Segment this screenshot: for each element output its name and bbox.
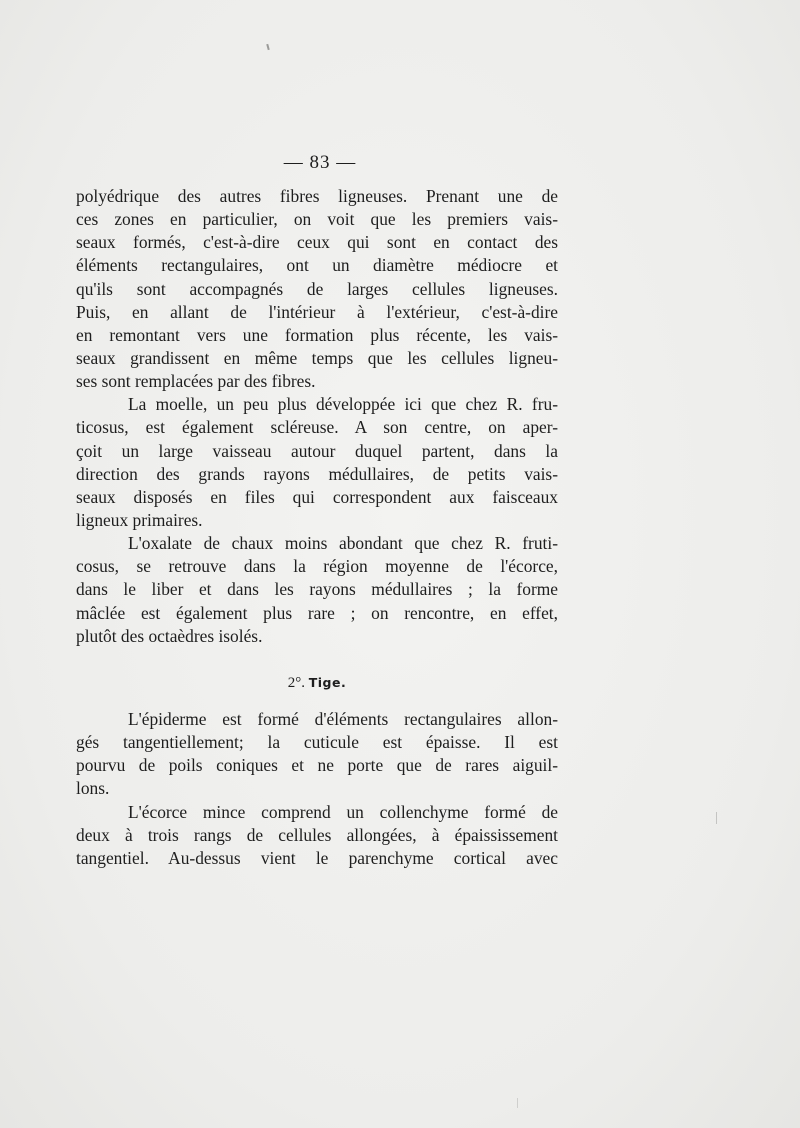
paragraph xyxy=(76,393,558,532)
text-line: direction des grands rayons médullaires, de petits vais- xyxy=(76,463,558,484)
text-line: L'oxalate de chaux moins abondant que chez R. fruti- xyxy=(128,533,558,554)
paragraph xyxy=(76,532,558,648)
paragraph xyxy=(76,708,558,801)
text-line: seaux grandissent en même temps que les cellules ligneu- xyxy=(76,347,558,368)
text-line: dans le liber et dans les rayons médullaires ; la forme xyxy=(76,579,558,600)
text-line: seaux formés, c'est-à-dire ceux qui sont en contact des xyxy=(76,232,558,253)
text-line: ticosus, est également scléreuse. A son centre, on aper- xyxy=(76,417,558,438)
text-line: ces zones en particulier, on voit que les premiers vais- xyxy=(76,209,558,230)
text-line: cosus, se retrouve dans la région moyenne de l'écorce, xyxy=(76,556,558,577)
text-line: tangentiel. Au-dessus vient le parenchyme cortical avec xyxy=(76,847,558,868)
text-line: plutôt des octaèdres isolés. xyxy=(76,625,263,646)
text-line: deux à trois rangs de cellules allongées, à épaississement xyxy=(76,824,558,845)
paragraph xyxy=(76,185,558,393)
page-body xyxy=(76,185,558,870)
text-line: mâclée est également plus rare ; on rencontre, en effet, xyxy=(76,602,558,623)
text-line: L'épiderme est formé d'éléments rectangulaires allon- xyxy=(128,708,558,729)
print-mark xyxy=(266,44,269,50)
text-line: ses sont remplacées par des fibres. xyxy=(76,371,316,392)
section-title: Tige. xyxy=(308,674,347,690)
text-line: éléments rectangulaires, ont un diamètre médiocre et xyxy=(76,255,558,276)
print-mark xyxy=(517,1098,518,1108)
text-line: ligneux primaires. xyxy=(76,509,203,530)
text-line: qu'ils sont accompagnés de larges cellules ligneuses. xyxy=(76,278,558,299)
text-line: gés tangentiellement; la cuticule est épaisse. Il est xyxy=(76,732,558,753)
text-line: en remontant vers une formation plus récente, les vais- xyxy=(76,324,558,345)
text-line: L'écorce mince comprend un collenchyme formé de xyxy=(128,801,558,822)
text-line: polyédrique des autres fibres ligneuses. Prenant une de xyxy=(76,186,558,206)
paragraph xyxy=(76,801,558,870)
text-line: çoit un large vaisseau autour duquel partent, dans la xyxy=(76,440,558,461)
text-line: lons. xyxy=(76,778,110,799)
text-line: La moelle, un peu plus développée ici que chez R. fru- xyxy=(128,394,558,415)
text-line: Puis, en allant de l'intérieur à l'extérieur, c'est-à-dire xyxy=(76,301,558,322)
text-line: pourvu de poils coniques et ne porte que de rares aiguil- xyxy=(76,755,558,776)
section-heading xyxy=(76,671,558,694)
section-number: 2°. xyxy=(287,674,305,691)
print-mark xyxy=(716,812,717,824)
page-number: — 83 — xyxy=(283,152,357,173)
text-line: seaux disposés en files qui correspondent aux faisceaux xyxy=(76,486,558,507)
